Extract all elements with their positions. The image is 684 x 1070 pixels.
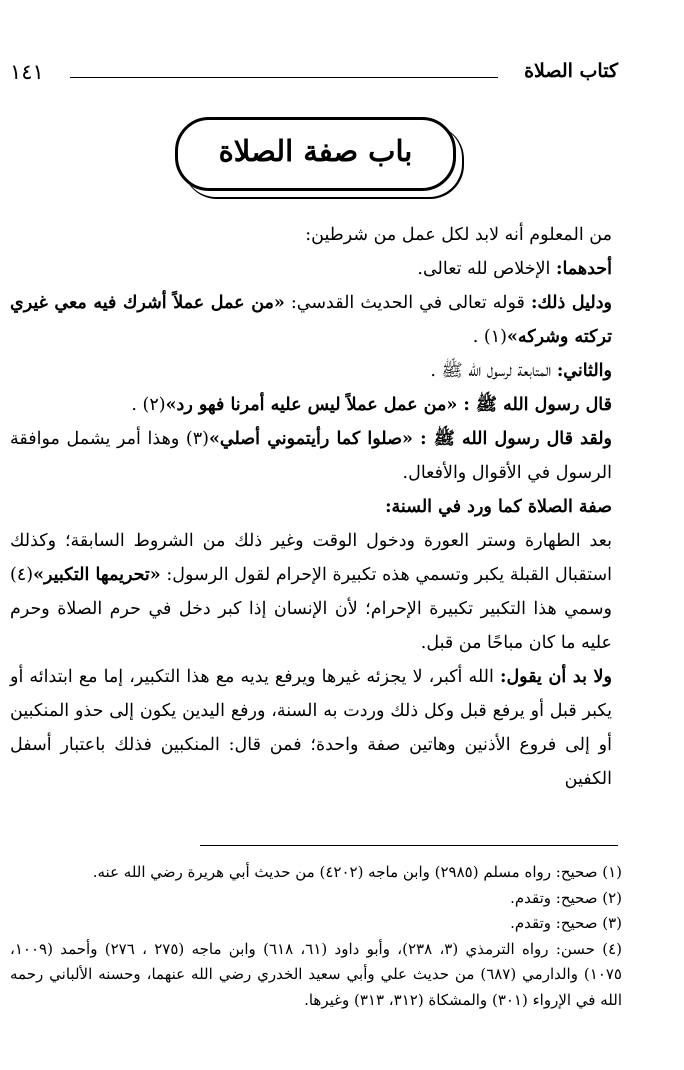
- body-text: [10, 218, 612, 796]
- chapter-title-box: [175, 117, 456, 191]
- footnote-4: (٤) حسن: رواه الترمذي (٣، ٢٣٨)، وأبو داود (٦١، ٦١٨) وابن ماجه (٢٧٥ ، ٢٧٦) وأحمد (١٠٠٩، ١٠٧٥) والدارمي (٦٨٧) من حديث علي وأبي سعيد الخدري رضي الله عنهما، وحسنه الألباني رحمه الله في الإرواء (٣٠١) والمشكاة (٣١٢، ٣١٣) وغيرها.: [10, 939, 623, 1009]
- section-heading: صفة الصلاة كما ورد في السنة:: [385, 497, 612, 517]
- book-title: كتاب الصلاة: [524, 60, 618, 82]
- paragraph-takbir: بعد الطهارة وستر العورة ودخول الوقت وغير ذلك من الشروط السابقة؛ وكذلك استقبال القبلة يكبر وتسمي هذه تكبيرة الإحرام لقول الرسول: «تحريمها التكبير»(٤) وسمي هذا التكبير تكبيرة الإحرام؛ لأن الإنسان إذا كبر دخل في حرم الصلاة وحرم عليه ما كان مباحًا من قبل.: [10, 531, 612, 653]
- paragraph-intro: من المعلوم أنه لابد لكل عمل من شرطين:: [305, 225, 612, 245]
- footnote-3: (٣) صحيح: وتقدم.: [510, 914, 622, 932]
- chapter-title: باب صفة الصلاة: [218, 134, 413, 168]
- page-header: [10, 60, 618, 90]
- paragraph-first-condition: أحدهما: الإخلاص لله تعالى.: [417, 259, 612, 279]
- footnote-2: (٢) صحيح: وتقدم.: [510, 888, 622, 907]
- paragraph-second-condition: والثاني: المتابعة لرسول الله ﷺ .: [430, 361, 612, 381]
- footnote-rule: [200, 845, 618, 846]
- footnotes: [10, 860, 622, 1013]
- paragraph-raising-hands: ولا بد أن يقول: الله أكبر، لا يجزئه غيرها ويرفع يديه مع هذا التكبير، إما مع ابتدائه أو يكبر قبل أو يرفع قبل وكل ذلك وردت به السنة، ورفع اليدين يكون إلى حذو المنكبين أو إلى فروع الأذنين وهاتين صفة واحدة؛ فمن قال: المنكبين فذلك باعتبار أسفل الكفين: [10, 667, 612, 789]
- paragraph-hadith-2: ولقد قال رسول الله ﷺ : «صلوا كما رأيتموني أصلي»(٣) وهذا أمر يشمل موافقة الرسول في الأقوال والأفعال.: [10, 429, 612, 483]
- paragraph-hadith-1: قال رسول الله ﷺ : «من عمل عملاً ليس عليه أمرنا فهو رد»(٢) .: [131, 395, 612, 415]
- header-rule: [70, 77, 498, 78]
- paragraph-evidence: ودليل ذلك: قوله تعالى في الحديث القدسي: «من عمل عملاً أشرك فيه معي غيري تركته وشركه»(١) .: [10, 293, 612, 347]
- page-number: ١٤١: [10, 60, 44, 84]
- footnote-1: (١) صحيح: رواه مسلم (٢٩٨٥) وابن ماجه (٤٢٠٢) من حديث أبي هريرة رضي الله عنه.: [92, 863, 622, 881]
